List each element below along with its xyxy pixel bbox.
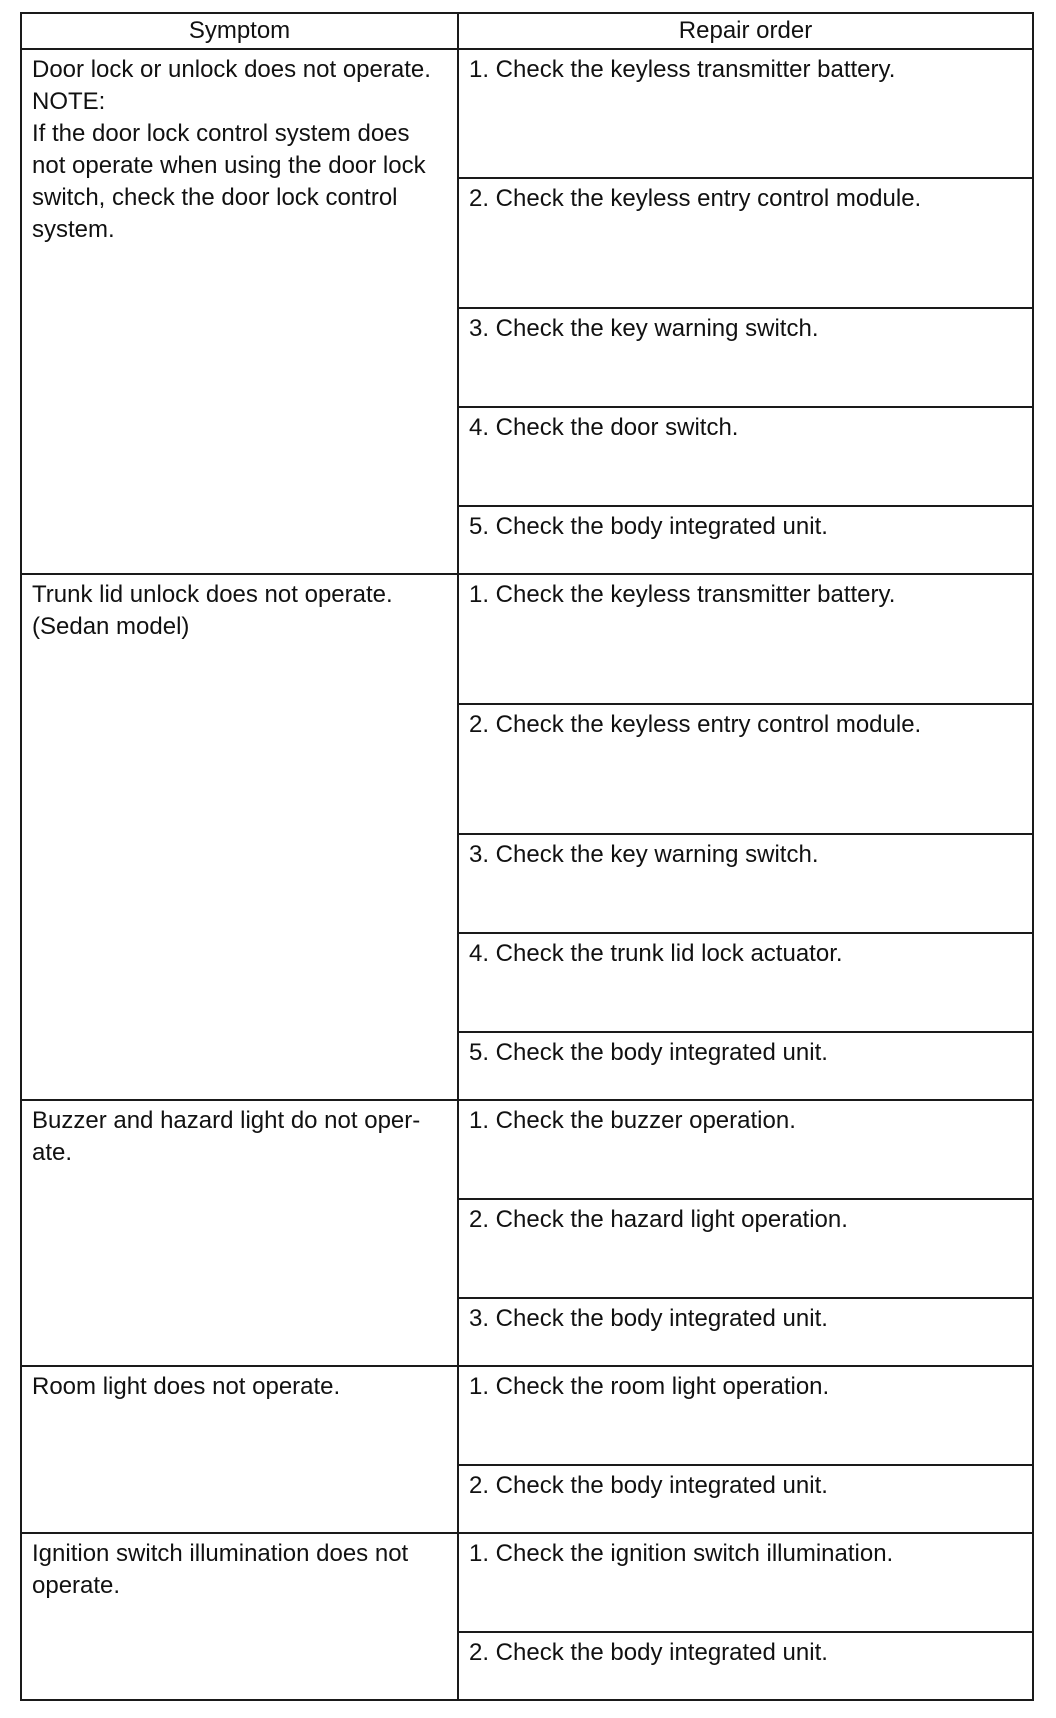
repair-step: 3. Check the key warning switch. (458, 308, 1033, 407)
repair-step: 2. Check the hazard light operation. (458, 1199, 1033, 1298)
symptom-text: Room light does not operate. (32, 1373, 341, 1400)
note-label: NOTE: (32, 88, 106, 115)
repair-step: 2. Check the body integrated unit. (458, 1465, 1033, 1533)
table-row (21, 574, 1033, 704)
symptom-text: Trunk lid unlock does not operate. (32, 581, 393, 608)
repair-step: 5. Check the body integrated unit. (458, 506, 1033, 574)
repair-step: 3. Check the key warning switch. (458, 834, 1033, 933)
symptom-text: Ignition switch illumination does not (32, 1540, 409, 1567)
symptom-cell (21, 1366, 458, 1533)
repair-step: 1. Check the ignition switch illumination. (458, 1533, 1033, 1632)
table-row (21, 1533, 1033, 1632)
note-text: If the door lock control system does not operate when using the door lock switch, check the door lock control system. (32, 120, 426, 243)
repair-step: 4. Check the door switch. (458, 407, 1033, 506)
repair-step: 2. Check the body integrated unit. (458, 1632, 1033, 1700)
repair-step: 4. Check the trunk lid lock actuator. (458, 933, 1033, 1032)
symptom-cell (21, 49, 458, 574)
repair-step: 1. Check the buzzer operation. (458, 1100, 1033, 1199)
table-row (21, 1100, 1033, 1199)
table-row (21, 1366, 1033, 1465)
symptom-text-line2: (Sedan model) (32, 613, 190, 640)
repair-step: 5. Check the body integrated unit. (458, 1032, 1033, 1100)
symptom-cell (21, 1533, 458, 1700)
header-symptom: Symptom (21, 13, 458, 49)
symptom-text-line2: operate. (32, 1572, 121, 1599)
header-repair-order: Repair order (458, 13, 1033, 49)
repair-step: 1. Check the keyless transmitter battery. (458, 574, 1033, 704)
repair-step: 3. Check the body integrated unit. (458, 1298, 1033, 1366)
symptom-cell (21, 574, 458, 1100)
symptom-cell (21, 1100, 458, 1366)
repair-step: 1. Check the room light operation. (458, 1366, 1033, 1465)
symptom-text: Door lock or unlock does not operate. (32, 56, 431, 83)
symptom-text: Buzzer and hazard light do not oper- (32, 1107, 421, 1134)
table-row (21, 49, 1033, 178)
symptom-text-line2: ate. (32, 1139, 73, 1166)
repair-step: 2. Check the keyless entry control module. (458, 178, 1033, 308)
repair-step: 2. Check the keyless entry control module. (458, 704, 1033, 834)
repair-step: 1. Check the keyless transmitter battery. (458, 49, 1033, 178)
repair-order-table (20, 12, 1034, 1701)
header-row (21, 13, 1033, 49)
